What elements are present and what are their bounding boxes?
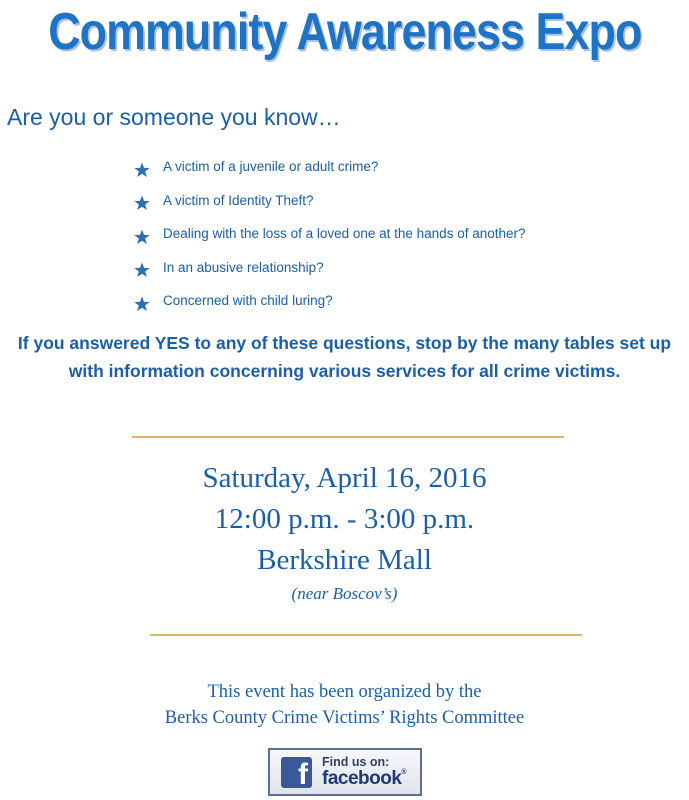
question-list	[133, 150, 526, 318]
list-item	[133, 251, 526, 285]
event-time: 12:00 p.m. - 3:00 p.m.	[214, 503, 475, 535]
organizer-line-2: Berks County Crime Victims’ Rights Committee	[164, 708, 525, 728]
list-item-text: Concerned with child luring?	[163, 293, 333, 309]
list-item	[133, 217, 526, 251]
star-icon	[133, 295, 151, 313]
star-icon	[133, 161, 151, 179]
facebook-find-label: Find us on:	[322, 754, 390, 769]
facebook-logo-icon: f	[281, 757, 312, 788]
list-item	[133, 184, 526, 218]
list-item-text: A victim of Identity Theft?	[163, 192, 314, 208]
divider-bottom	[150, 634, 582, 636]
facebook-brand: facebook®	[322, 768, 407, 790]
list-item-text: In an abusive relationship?	[163, 259, 324, 275]
call-to-action: If you answered YES to any of these questions, stop by the many tables set up with information concerning various services for all crime victims.	[17, 333, 672, 381]
list-item	[133, 284, 526, 318]
star-icon	[133, 228, 151, 246]
star-icon	[133, 194, 151, 212]
question-heading: Are you or someone you know…	[7, 104, 341, 130]
star-icon	[133, 261, 151, 279]
list-item	[133, 150, 526, 184]
list-item-text: A victim of a juvenile or adult crime?	[163, 159, 379, 175]
event-location: Berkshire Mall	[257, 544, 432, 576]
divider-top	[132, 436, 564, 438]
facebook-button[interactable]	[268, 748, 422, 796]
organizer-line-1: This event has been organized by the	[207, 682, 482, 702]
event-date: Saturday, April 16, 2016	[202, 462, 487, 494]
list-item-text: Dealing with the loss of a loved one at the hands of another?	[163, 226, 526, 242]
page-title: Community Awareness Expo	[48, 3, 642, 61]
event-location-note: (near Boscov’s)	[291, 584, 398, 603]
